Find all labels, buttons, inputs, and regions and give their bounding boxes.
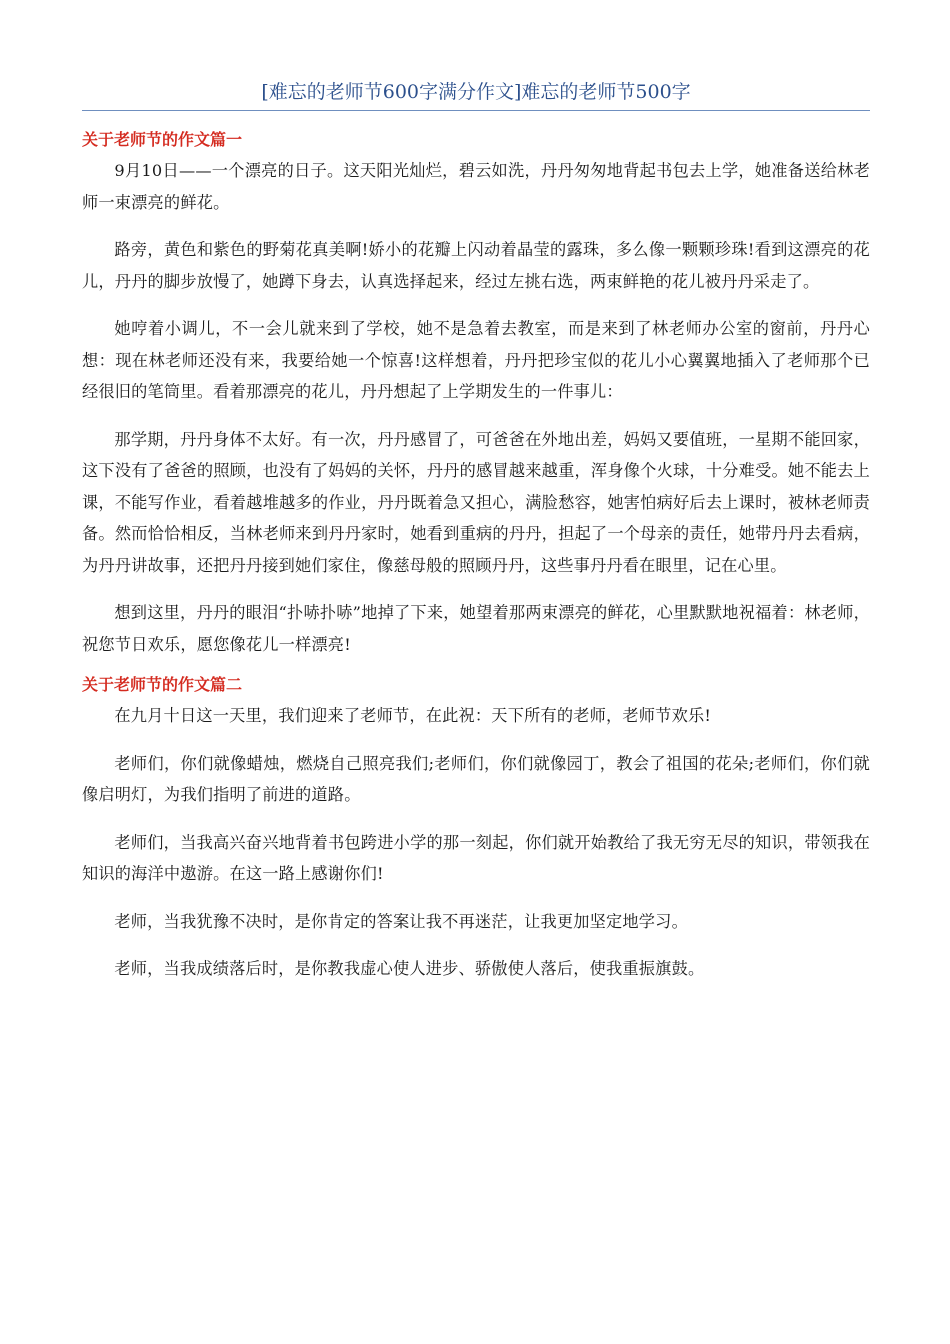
paragraph: 老师们，你们就像蜡烛，燃烧自己照亮我们;老师们，你们就像园丁，教会了祖国的花朵;老师们，你们就像启明灯，为我们指明了前进的道路。 (82, 753, 870, 804)
paragraph: 那学期，丹丹身体不太好。有一次，丹丹感冒了，可爸爸在外地出差，妈妈又要值班，一星期不能回家，这下没有了爸爸的照顾，也没有了妈妈的关怀，丹丹的感冒越来越重，浑身像个火球，十分难受。她不能去上课，不能写作业，看着越堆越多的作业，丹丹既着急又担心，满脸愁容，她害怕病好后去上课时，被林老师责备。然而恰恰相反，当林老师来到丹丹家时，她看到重病的丹丹，担起了一个母亲的责任，她带丹丹去看病，为丹丹讲故事，还把丹丹接到她们家住，像慈母般的照顾丹丹，这些事丹丹看在眼里，记在心里。 (82, 429, 870, 575)
paragraph: 想到这里，丹丹的眼泪“扑哧扑哧”地掉了下来，她望着那两束漂亮的鲜花，心里默默地祝福着：林老师，祝您节日欢乐，愿您像花儿一样漂亮! (82, 603, 870, 654)
section-heading: 关于老师节的作文篇一 (82, 130, 243, 149)
essay-section-2 (82, 674, 870, 985)
paragraph: 在九月十日这一天里，我们迎来了老师节，在此祝：天下所有的老师，老师节欢乐! (114, 706, 712, 725)
section-heading: 关于老师节的作文篇二 (82, 675, 243, 694)
document-page (82, 78, 870, 985)
paragraph: 路旁，黄色和紫色的野菊花真美啊!娇小的花瓣上闪动着晶莹的露珠，多么像一颗颗珍珠!看到这漂亮的花儿，丹丹的脚步放慢了，她蹲下身去，认真选择起来，经过左挑右选，两束鲜艳的花儿被丹丹采走了。 (82, 240, 870, 291)
paragraph: 老师，当我犹豫不决时，是你肯定的答案让我不再迷茫，让我更加坚定地学习。 (114, 911, 688, 931)
document-header-title: [难忘的老师节600字满分作文]难忘的老师节500字 (82, 78, 870, 111)
paragraph: 9月10日——一个漂亮的日子。这天阳光灿烂，碧云如洗，丹丹匆匆地背起书包去上学，她准备送给林老师一束漂亮的鲜花。 (82, 161, 870, 212)
paragraph: 老师们，当我高兴奋兴地背着书包跨进小学的那一刻起，你们就开始教给了我无穷无尽的知识，带领我在知识的海洋中遨游。在这一路上感谢你们! (82, 832, 870, 883)
essay-section-1 (82, 129, 870, 660)
paragraph: 她哼着小调儿，不一会儿就来到了学校，她不是急着去教室，而是来到了林老师办公室的窗前，丹丹心想：现在林老师还没有来，我要给她一个惊喜!这样想着，丹丹把珍宝似的花儿小心翼翼地插入了老师那个已经很旧的笔筒里。看着那漂亮的花儿，丹丹想起了上学期发生的一件事儿： (82, 319, 870, 401)
paragraph: 老师，当我成绩落后时，是你教我虚心使人进步、骄傲使人落后，使我重振旗鼓。 (114, 959, 705, 978)
